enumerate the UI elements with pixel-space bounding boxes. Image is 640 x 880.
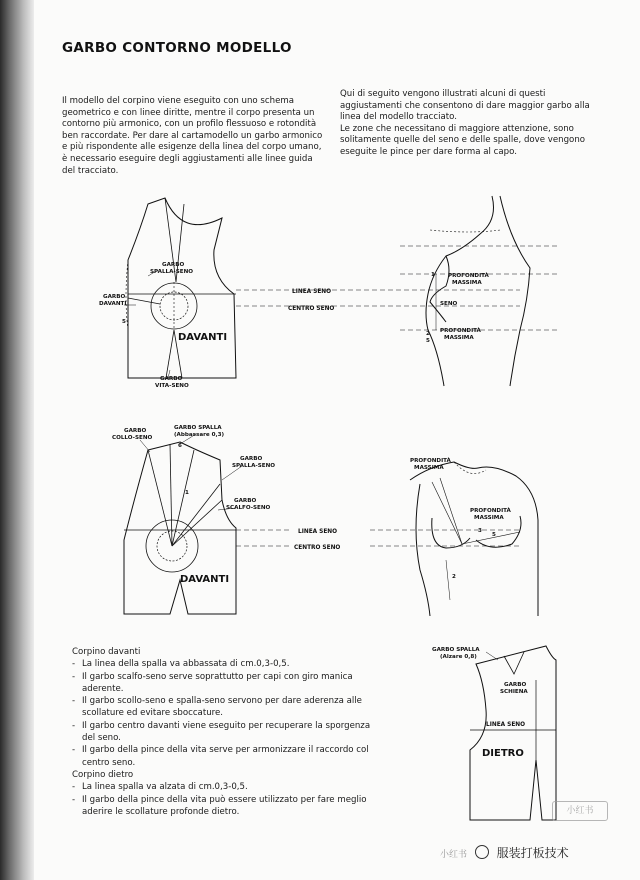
diagram-label: LINEA SENO [298,529,338,535]
diagram-label: (Alzare 0,8) [440,654,477,660]
intro-left-text: Il modello del corpino viene eseguito con uno schema geometrico e con linee diritte, mentre il corpo presenta un contorno più armonico, con un profilo flessuoso e rotondità ben raccordate. Per dare al cartamodello un garbo armonico e più rispondente alle esigenze della linea del corpo umano, è necessario eseguire degli aggiustamenti alle linee guida del tracciato. [62,96,323,176]
diagram-stroke [440,478,462,544]
bodice-outline-2 [124,442,236,614]
list-item: - Il garbo centro davanti viene eseguito per recuperare la sporgenza del seno. [72,720,372,745]
diagram-label: DIETRO [482,748,524,759]
list-item: - Il garbo scalfo-seno serve soprattutto per capi con giro manica aderente. [72,671,372,696]
diagram-label: GARBO [124,428,147,434]
diagram-label: GARBO [162,262,185,268]
diagram-stroke [446,560,450,600]
diagram-label: SENO [440,301,458,307]
list-item: - La linea spalla va alzata di cm.0,3-0,5. [72,781,372,793]
list-item: - La linea della spalla va abbassata di cm.0,3-0,5. [72,658,372,670]
watermark-bottom-left: 小红书 [440,850,468,860]
diagram-label: DAVANTI [99,301,127,307]
diagram-stroke [416,484,430,616]
diagram-stroke [430,230,500,232]
notes-front-list [72,658,372,769]
notes-back-list [72,781,372,818]
diagram-stroke [486,652,498,660]
intro-right-text-1: Qui di seguito vengono illustrati alcuni di questi aggiustamenti che consentono di dare maggior garbo alla linea del modello tracciato. [340,89,590,123]
diagram-label: COLLO-SENO [112,435,153,441]
diagram-label: CENTRO SENO [294,545,341,551]
notes-head-front: Corpino davanti [72,647,141,657]
diagram-stroke [462,532,520,544]
diagram-label: 2 [426,331,430,337]
watermark-box: 小红书 [552,801,608,821]
diagram-label: GARBO [160,376,183,382]
diagram-label: SPALLA-SENO [232,463,276,469]
diagram-label: GARBO [234,498,257,504]
diagram-label: LINEA SENO [486,722,526,728]
diagram-stroke [500,196,530,386]
brand-icon [475,845,489,859]
intro-right-text-2: Le zone che necessitano di maggiore attenzione, sono solitamente quelle del seno e delle spalle, dove vengono eseguite le pince per dare forma al capo. [340,123,586,157]
diagram-label: PROFONDITÀ [440,328,481,334]
diagram-label: 6 [178,443,182,449]
diagram-label: VITA-SENO [155,383,189,389]
list-item: - Il garbo scollo-seno e spalla-seno servono per dare aderenza alle scollature ed evitare sboccature. [72,695,372,720]
diagram-front-bodice-1 [0,190,640,390]
diagram-label: 5 [122,319,126,325]
diagram-label: 5 [426,338,430,344]
diagram-label: CENTRO SENO [288,306,335,312]
diagram-label: 1 [185,490,189,496]
watermark-bottom-right: 服装打板技术 [496,846,569,860]
diagram-label: (Abbassare 0,3) [174,432,225,438]
diagram-label: DAVANTI [180,574,230,585]
diagram-stroke [148,450,172,546]
diagram-label: 2 [452,574,456,580]
diagram-label: PROFONDITÀ [470,508,511,514]
list-item: - Il garbo della pince della vita serve per armonizzare il raccordo col centro seno. [72,744,372,769]
notes-section [72,646,372,818]
diagram-stroke [140,440,150,452]
list-item: - Il garbo della pince della vita può essere utilizzato per fare meglio aderire le scollature profonde dietro. [72,794,372,819]
diagram-stroke [170,444,172,546]
diagram-label: SCALFO-SENO [226,505,271,511]
diagram-label: SCHIENA [500,689,528,695]
watermark-bottom [440,844,569,861]
diagram-label: GARBO [240,456,263,462]
notes-head-back: Corpino dietro [72,769,134,780]
diagram-label: GARBO SPALLA [174,425,222,431]
diagram-label: GARBO [504,682,527,688]
diagram-label: MASSIMA [452,280,482,286]
diagram-label: PROFONDITÀ [448,273,489,279]
page-title: GARBO CONTORNO MODELLO [62,40,292,56]
intro-left-column [62,96,324,177]
intro-right-column [340,89,602,159]
diagram-label: SPALLA-SENO [150,269,194,275]
diagram-stroke [432,482,462,544]
diagram-label: 1 [431,272,435,278]
diagram-label: MASSIMA [414,465,444,471]
diagram-label: MASSIMA [474,515,504,521]
diagram-label: GARBO SPALLA [432,647,480,653]
diagram-stroke [128,298,160,304]
body-front-2 [410,462,538,616]
diagram-label: 3 [478,528,482,534]
diagram-label: MASSIMA [444,335,474,341]
diagram-label: DAVANTI [178,332,228,343]
diagram-front-bodice-2 [0,420,640,620]
diagram-label: PROFONDITÀ [410,458,451,464]
diagram-label: GARBO [103,294,126,300]
diagram-label: LINEA SENO [292,289,332,295]
diagram-stroke [504,652,524,674]
diagram-label: 5 [492,532,496,538]
